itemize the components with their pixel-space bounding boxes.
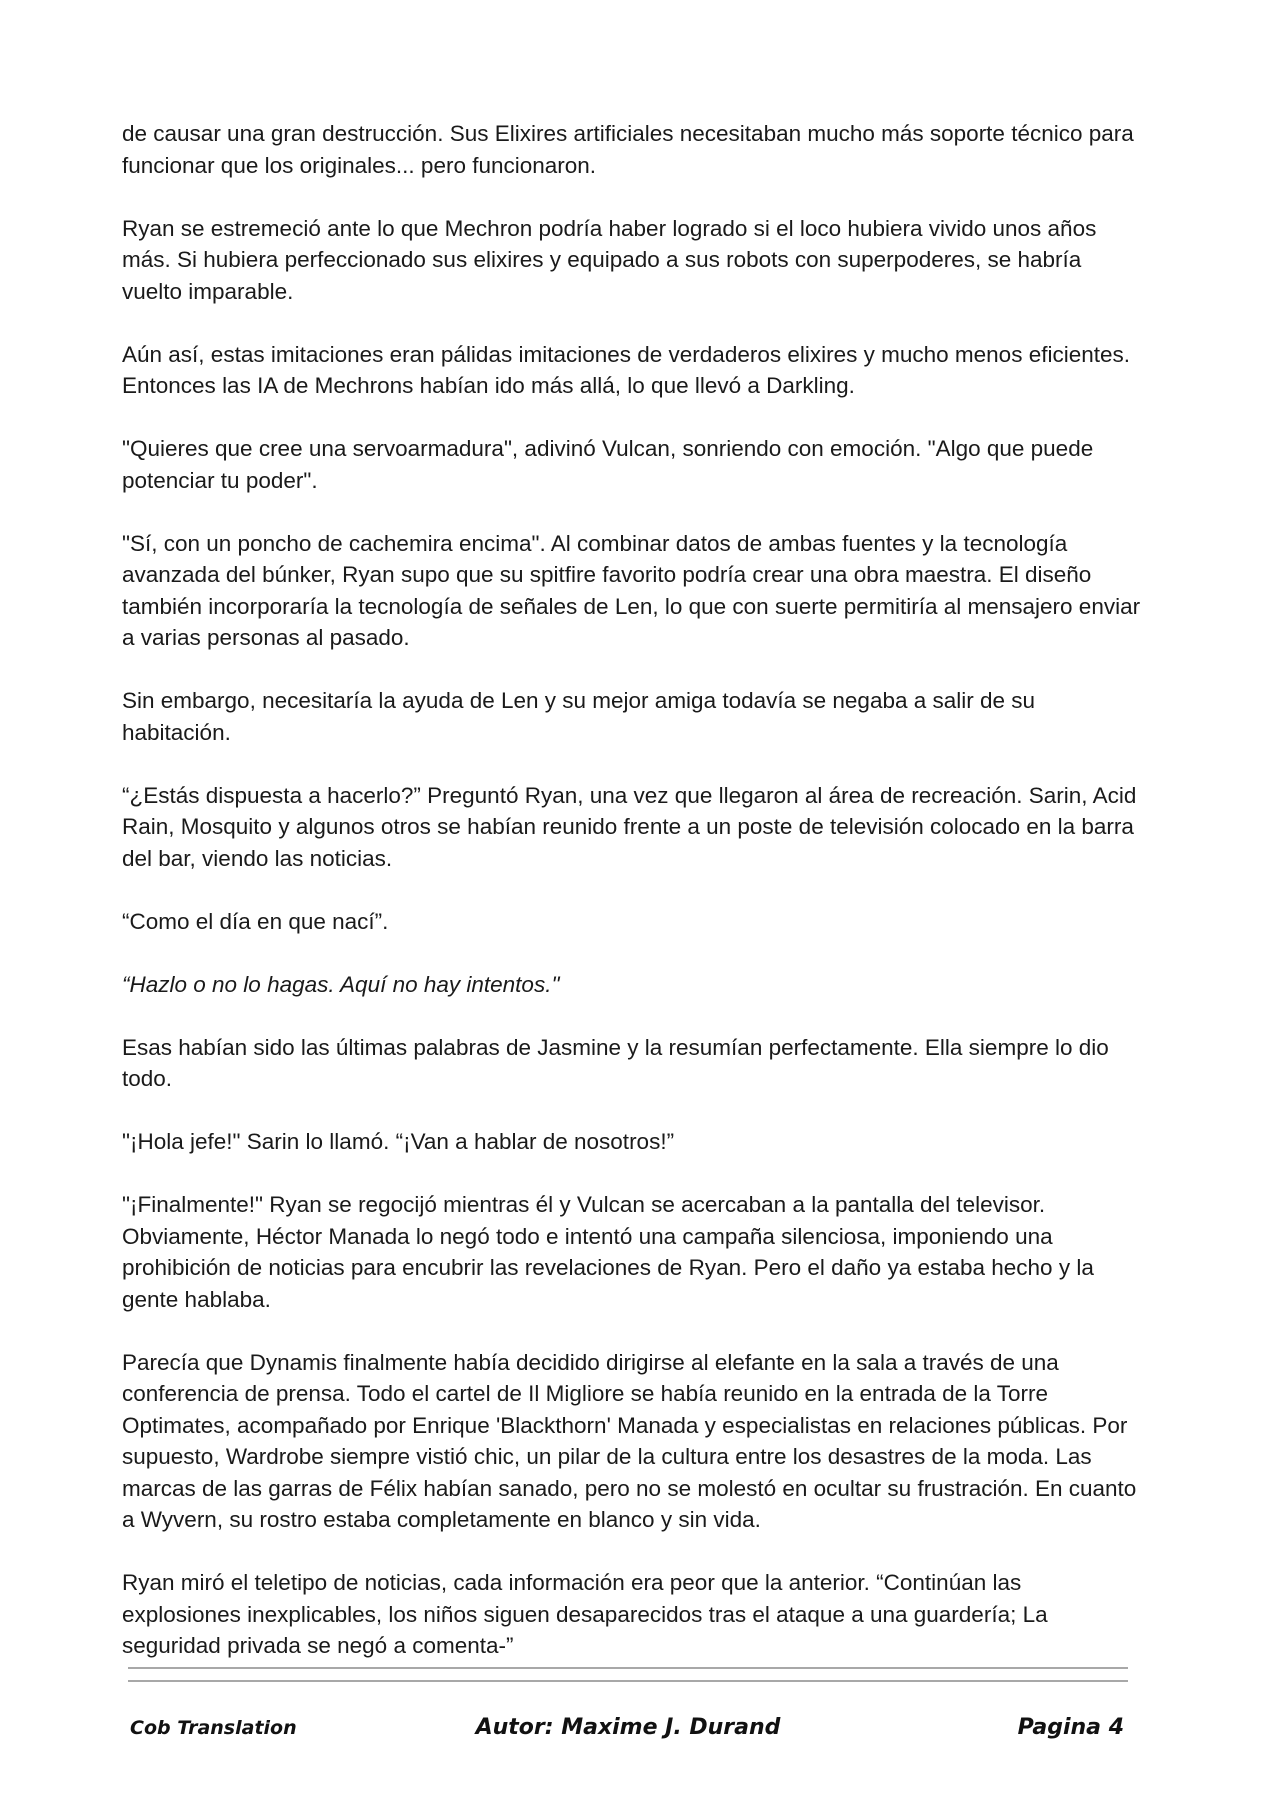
paragraph-5: "Sí, con un poncho de cachemira encima". Al combinar datos de ambas fuentes y la tecnología avanzada del búnker, Ryan supo que su spitfire favorito podría crear una obra maestra. El diseño también incorporaría la tecnología de señales de Len, lo que con suerte permitiría al mensajero enviar a varias personas al pasado. [122, 530, 1141, 650]
page-footer [128, 1713, 1128, 1745]
paragraph-7: “¿Estás dispuesta a hacerlo?” Preguntó Ryan, una vez que llegaron al área de recreación. Sarin, Acid Rain, Mosquito y algunos otros se habían reunido frente a un poste de televisión colocado en la barra del bar, viendo las noticias. [122, 782, 1137, 871]
paragraph-14: Ryan miró el teletipo de noticias, cada información era peor que la anterior. “Continúan las explosiones inexplicables, los niños siguen desaparecidos tras el ataque a una guardería; La seguridad privada se negó a comenta-” [122, 1570, 1048, 1658]
paragraph-12: "¡Finalmente!" Ryan se regocijó mientras él y Vulcan se acercaban a la pantalla del televisor. Obviamente, Héctor Manada lo negó todo e intentó una campaña silenciosa, imponiendo una prohibición de noticias para encubrir las revelaciones de Ryan. Pero el daño ya estaba hecho y la gente hablaba. [122, 1192, 1094, 1312]
paragraph-3: Aún así, estas imitaciones eran pálidas imitaciones de verdaderos elixires y mucho menos eficientes. Entonces las IA de Mechrons habían ido más allá, lo que llevó a Darkling. [122, 341, 1130, 398]
footer-author: Autor: Maxime J. Durand [475, 1715, 781, 1740]
paragraph-8: “Como el día en que nací”. [122, 908, 389, 934]
footer-translator: Cob Translation [130, 1717, 297, 1739]
paragraph-2: Ryan se estremeció ante lo que Mechron podría haber logrado si el loco hubiera vivido unos años más. Si hubiera perfeccionado sus elixires y equipado a sus robots con superpoderes, se habría vuelto imparable. [122, 215, 1097, 304]
footer-divider-bottom [128, 1680, 1128, 1682]
body-text [122, 118, 1142, 1662]
paragraph-13: Parecía que Dynamis finalmente había decidido dirigirse al elefante en la sala a través de una conferencia de prensa. Todo el cartel de Il Migliore se había reunido en la entrada de la Torre Optimates, acompañado por Enrique 'Blackthorn' Manada y especialistas en relaciones públicas. Por supuesto, Wardrobe siempre vistió chic, un pilar de la cultura entre los desastres de la moda. Las marcas de las garras de Félix habían sanado, pero no se molestó en ocultar su frustración. En cuanto a Wyvern, su rostro estaba completamente en blanco y sin vida. [122, 1349, 1137, 1532]
paragraph-4: "Quieres que cree una servoarmadura", adivinó Vulcan, sonriendo con emoción. "Algo que puede potenciar tu poder". [122, 436, 1094, 493]
footer-divider-top [128, 1667, 1128, 1669]
paragraph-9-italic-quote: “Hazlo o no lo hagas. Aquí no hay intentos." [122, 971, 560, 997]
paragraph-1: de causar una gran destrucción. Sus Elixires artificiales necesitaban mucho más soporte técnico para funcionar que los originales... pero funcionaron. [122, 121, 1134, 178]
footer-page-number: Pagina 4 [1017, 1715, 1124, 1740]
paragraph-11: "¡Hola jefe!" Sarin lo llamó. “¡Van a hablar de nosotros!” [122, 1129, 675, 1154]
paragraph-10: Esas habían sido las últimas palabras de Jasmine y la resumían perfectamente. Ella siempre lo dio todo. [122, 1034, 1109, 1091]
paragraph-6: Sin embargo, necesitaría la ayuda de Len y su mejor amiga todavía se negaba a salir de su habitación. [122, 688, 1036, 745]
